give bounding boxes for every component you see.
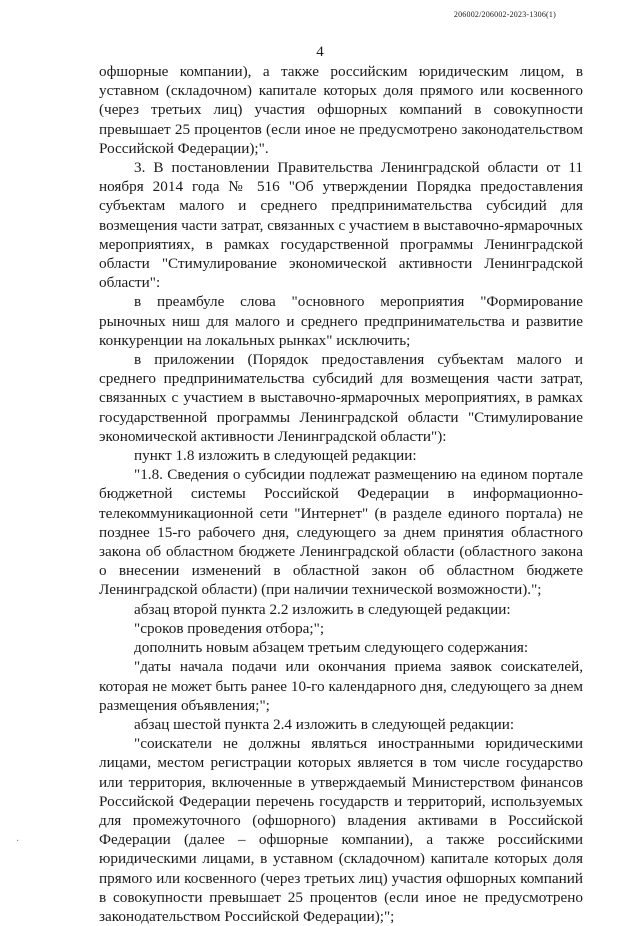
paragraph-instruction: абзац второй пункта 2.2 изложить в следующей редакции:	[134, 600, 511, 618]
document-id: 206002/206002-2023-1306(1)	[453, 10, 556, 19]
paragraph-item-3: 3. В постановлении Правительства Ленинградской области от 11 ноября 2014 года № 516 "Об утверждении Порядка предоставления субъектам малого и среднего предпринимательства субсидий для возмещения части затрат, связанных с участием в выставочно-ярмарочных мероприятиях, в рамках государственной программы Ленинградской области "Стимулирование экономической активности Ленинградской области":	[99, 159, 583, 292]
paragraph-preamble: в преамбуле слова "основного мероприятия "Формирование рыночных ниш для малого и среднего предпринимательства и развитие конкуренции на локальных рынках" исключить;	[99, 293, 583, 349]
page-number: 4	[316, 44, 324, 60]
paragraph-appendix: в приложении (Порядок предоставления субъектам малого и среднего предпринимательства субсидий для возмещения части затрат, связанных с участием в выставочно-ярмарочных мероприятиях, в рамках государственной программы Ленинградской области "Стимулирование экономической активности Ленинградской области"):	[99, 351, 583, 445]
paragraph-quote-applicants: "соискатели не должны являться иностранными юридическими лицами, местом регистрации которых является в том числе государство или территория, включенные в утверждаемый Министерством финансов Российской Федерации перечень государств и территорий, используемых для промежуточного (офшорного) владения активами в Российской Федерации (далее – офшорные компании), а также российскими юридическими лицами, в уставном (складочном) капитале которых доля прямого или косвенного (через третьих лиц) участия офшорных компаний в совокупности превышает 25 процентов (если иное не предусмотрено законодательством Российской Федерации);";	[99, 735, 583, 925]
scan-artifact-dot: ·	[16, 836, 20, 847]
paragraph-instruction: дополнить новым абзацем третьим следующего содержания:	[134, 639, 529, 657]
paragraph-quote-1-8: "1.8. Сведения о субсидии подлежат размещению на едином портале бюджетной системы Российской Федерации в информационно-телекоммуникационной сети "Интернет" (в разделе единого портала) не позднее 15-го рабочего дня, следующего за днем принятия областного закона об областном бюджете Ленинградской области (областного закона о внесении изменений в областной закон об областном бюджете Ленинградской области) (при наличии технической возможности).";	[99, 466, 583, 599]
paragraph-continuation: офшорные компании), а также российским юридическим лицом, в уставном (складочном) капитале которых доля прямого или косвенного (через третьих лиц) участия офшорных компаний в совокупности превышает 25 процентов (если иное не предусмотрено законодательством Российской Федерации);".	[99, 63, 583, 157]
paragraph-instruction: абзац шестой пункта 2.4 изложить в следующей редакции:	[134, 715, 515, 733]
document-body	[99, 62, 583, 926]
paragraph-quote: "сроков проведения отбора;";	[134, 619, 325, 637]
paragraph-quote: "даты начала подачи или окончания приема заявок соискателей, которая не может быть ранее 10-го календарного дня, следующего за днем размещения объявления;";	[99, 658, 583, 714]
paragraph-instruction: пункт 1.8 изложить в следующей редакции:	[134, 447, 417, 465]
